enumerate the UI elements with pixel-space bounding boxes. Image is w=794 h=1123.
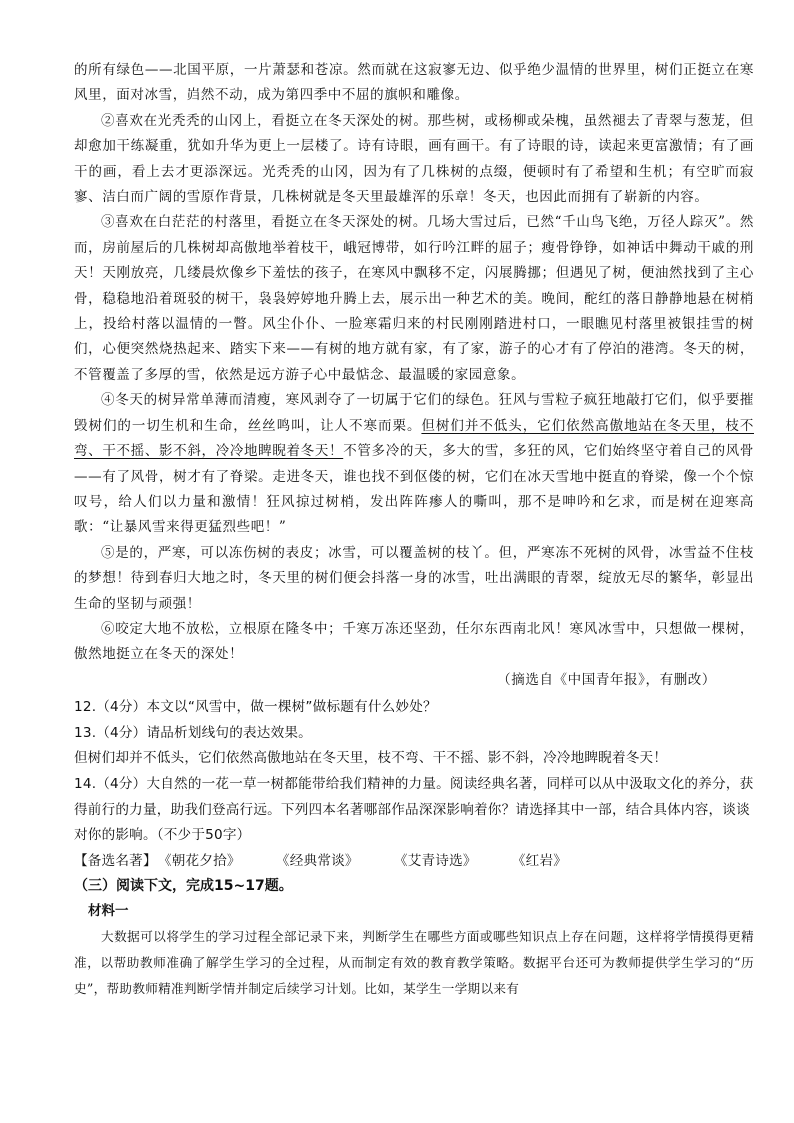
underlined-sentence: 但树们并不低头，它们依然高傲地站在冬天里，枝不弯、干不摇、影不斜，冷冷地睥睨着冬天！ — [74, 417, 754, 460]
question-14: 14.（4分）大自然的一花一草一树都能带给我们精神的力量。阅读经典名著，同样可以从中汲取文化的养分，获得前行的力量，助我们登高行远。下列四本名著哪部作品深深影响着你？请选择其中一部，结合具体内容，谈谈对你的影响。（不少于50字） — [74, 775, 754, 844]
section-3-title: （三）阅读下文，完成15~17题。 — [74, 878, 293, 895]
exam-page — [74, 58, 754, 1001]
paragraph-4-tail: 不管多冷的天，多大的雪，多狂的风，它们始终坚守着自己的风骨——有了风骨，树才有了脊梁。走进冬天，谁也找不到伛偻的树，它们在冰天雪地中挺直的脊梁，像一个个惊叹号，给人们以力量和激情！狂风掠过树梢，发出阵阵瘆人的嘶叫，那不是呻吟和乞求，而是树在迎寒高歌：“让暴风雪来得更猛烈些吧！” — [74, 443, 755, 536]
questions-block — [74, 695, 754, 874]
work-title: 《经典常谈》 — [282, 852, 359, 869]
material-1-paragraph: 大数据可以将学生的学习过程全部记录下来，判断学生在哪些方面或哪些知识点上存在问题，这样将学情摸得更精准，以帮助教师准确了解学生学习的全过程，从而制定有效的教育教学策略。数据平台还可为教师提供学生学习的“历史”，帮助教师精准判断学情并制定后续学习计划。比如，某学生一学期以来有 — [74, 929, 754, 996]
article-paragraph-5: ⑤是的，严寒，可以冻伤树的表皮；冰雪，可以覆盖树的枝丫。但，严寒冻不死树的风骨，冰雪益不住枝的梦想！待到春归大地之时，冬天里的树们便会抖落一身的冰雪，吐出满眼的青翠，绽放无尽的繁华，彰显出生命的坚韧与顽强！ — [74, 544, 754, 612]
article-paragraph-4 — [74, 388, 754, 540]
work-title: 《朝花夕拾》 — [164, 852, 241, 869]
question-13-quote: 但树们却并不低头，它们依然高傲地站在冬天里，枝不弯、干不摇、影不斜，冷冷地睥睨着冬天！ — [74, 750, 668, 767]
article-source: （摘选自《中国青年报》，有删改） — [497, 671, 716, 688]
article-paragraph-2: ②喜欢在光秃秃的山冈上，看挺立在冬天深处的树。那些树，或杨柳或朵槐，虽然褪去了青翠与葱茏，但却愈加干练凝重，犹如升华为更上一层楼了。诗有诗眼，画有画干。有了诗眼的诗，读起来更富激情；有了画干的画，看上去才更添深远。光秃秃的山冈，因为有了几株树的点缀，便顿时有了希望和生机；有空旷而寂寥、洁白而广阔的雪原作背景，几株树就是冬天里最雄浑的乐章！冬天，也因此而拥有了崭新的内容。 — [74, 112, 754, 206]
material-1-title: 材料一 — [88, 903, 129, 920]
paragraph-4-lead: ④冬天的树异常单薄而清瘦，寒风剥夺了一切属于它们的绿色。狂风与雪粒子疯狂地敲打它们，似乎要摧毁树们的一切生机和生命，丝丝鸣叫，让人不寒而栗。 — [74, 392, 754, 434]
work-title: 《艾青诗选》 — [400, 852, 477, 869]
article-paragraph-6: ⑥咬定大地不放松，立根原在隆冬中；千寒万冻还坚劲，任尔东西南北风！寒风冰雪中，只想做一棵树，傲然地挺立在冬天的深处！ — [74, 620, 754, 663]
article-body — [74, 58, 754, 693]
question-13: 13.（4分）请品析划线句的表达效果。 — [74, 724, 312, 741]
question-12: 12.（4分）本文以“风雪中，做一棵树”做标题有什么妙处？ — [74, 699, 437, 716]
recommended-works — [74, 849, 754, 875]
article-paragraph-1: 的所有绿色——北国平原，一片萧瑟和苍凉。然而就在这寂寥无边、似乎绝少温情的世界里，树们正挺立在寒风里，面对冰雪，岿然不动，成为第四季中不屈的旗帜和雕像。 — [74, 62, 754, 104]
article-paragraph-3: ③喜欢在白茫茫的村落里，看挺立在冬天深处的树。几场大雪过后，已然“千山鸟飞绝，万径人踪灭”。然而，房前屋后的几株树却高傲地举着枝干，峨冠博带，如行吟江畔的屈子；瘦骨铮铮，如神话中舞动干戚的刑天！天刚放亮，几缕晨炊像乡下羞怯的孩子，在寒风中飘移不定，闪展腾挪；但遇见了树，便油然找到了主心骨，稳稳地沿着斑驳的树干，袅袅婷婷地升腾上去，展示出一种艺术的美。晚间，酡红的落日静静地悬在树梢上，投给村落以温情的一瞥。风尘仆仆、一脸寒霜归来的村民刚刚踏进村口，一眼瞧见村落里被银挂雪的树们，心便突然烧热起来、踏实下来——有树的地方就有家，有了家，游子的心才有了停泊的港湾。冬天的树，不管覆盖了多厚的雪，依然是远方游子心中最惦念、最温暖的家园意象。 — [74, 214, 754, 383]
work-title: 《红岩》 — [518, 852, 568, 869]
works-label: 【备选名著】 — [74, 852, 157, 869]
material-1-body — [74, 924, 754, 1001]
